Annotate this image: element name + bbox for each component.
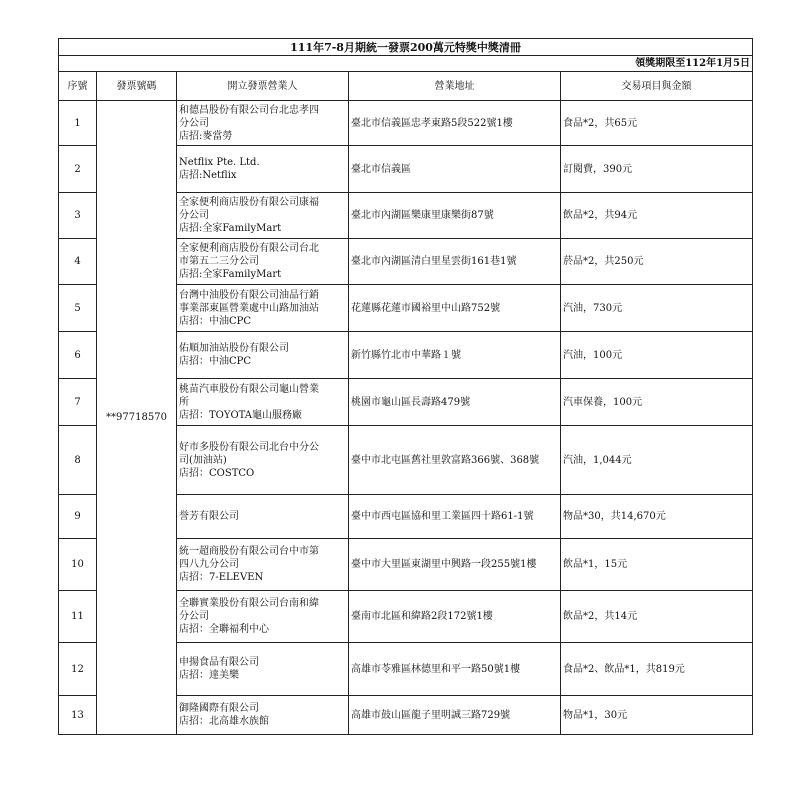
seller-line: 台灣中油股份有限公司油品行銷: [179, 289, 319, 301]
row-address: 臺北市內湖區清白里星雲街161巷1號: [349, 239, 561, 285]
header-seq: 序號: [59, 72, 97, 101]
row-address: 高雄市鼓山區龍子里明誠三路729號: [349, 696, 561, 735]
seller-line: 店招：中油CPC: [179, 356, 252, 367]
row-seller: [177, 643, 349, 696]
seller-line: Netflix Pte. Ltd.: [179, 157, 260, 168]
row-address: 臺北市信義區: [349, 146, 561, 193]
row-seller: [177, 495, 349, 539]
seller-line: 店招：7-ELEVEN: [179, 572, 264, 583]
row-trade: 汽油，1,044元: [561, 426, 753, 495]
seller-line: 店招：全聯福利中心: [179, 624, 269, 635]
header-seller: 開立發票營業人: [177, 72, 349, 101]
seller-line: 申揚食品有限公司: [179, 657, 259, 668]
row-seq: 1: [59, 101, 97, 146]
seller-line: 店招：北高雄水族館: [179, 716, 269, 727]
row-address: 桃園市龜山區長壽路479號: [349, 379, 561, 426]
row-seq: 10: [59, 539, 97, 591]
row-seller: [177, 239, 349, 285]
row-trade: 食品*2，共65元: [561, 101, 753, 146]
seller-line: 分公司: [179, 611, 209, 622]
seller-line: 四八九分公司: [179, 559, 239, 570]
row-seller: [177, 101, 349, 146]
document-title: 111年7-8月期統一發票200萬元特獎中獎清冊: [59, 39, 753, 56]
seller-line: 店招：中油CPC: [179, 315, 252, 327]
seller-line: 好市多股份有限公司北台中分公: [179, 441, 319, 453]
row-trade: 菸品*2，共250元: [561, 239, 753, 285]
table-row: [59, 101, 753, 146]
row-seller: [177, 696, 349, 735]
row-trade: 物品*1，30元: [561, 696, 753, 735]
seller-line: 店招：COSTCO: [179, 467, 255, 479]
row-trade: 食品*2、飲品*1，共819元: [561, 643, 753, 696]
row-address: 臺中市西屯區協和里工業區四十路61-1號: [349, 495, 561, 539]
row-seller: [177, 193, 349, 239]
row-address: 臺中市北屯區舊社里敦富路366號、368號: [349, 426, 561, 495]
row-seq: 11: [59, 591, 97, 643]
seller-line: 店招:麥當勞: [179, 130, 233, 142]
seller-line: 全聯實業股份有限公司台南和緯: [179, 598, 319, 609]
row-seq: 3: [59, 193, 97, 239]
seller-line: 店招:全家FamilyMart: [179, 223, 282, 234]
row-seq: 6: [59, 332, 97, 379]
row-seller: [177, 426, 349, 495]
row-address: 花蓮縣花蓮市國裕里中山路752號: [349, 285, 561, 332]
row-address: 臺北市內湖區樂康里康樂街87號: [349, 193, 561, 239]
seller-line: 店招：TOYOTA龜山服務廠: [179, 409, 303, 421]
row-trade: 訂閱費，390元: [561, 146, 753, 193]
seller-line: 司(加油站): [179, 454, 227, 466]
row-trade: 物品*30，共14,670元: [561, 495, 753, 539]
seller-line: 全家便利商店股份有限公司台北: [179, 243, 319, 254]
row-seller: [177, 332, 349, 379]
seller-line: 店招：達美樂: [179, 670, 239, 681]
row-seq: 4: [59, 239, 97, 285]
seller-line: 和德昌股份有限公司台北忠孝四: [179, 104, 319, 116]
seller-line: 所: [179, 396, 189, 408]
row-seller: [177, 591, 349, 643]
invoice-number: **97718570: [97, 101, 177, 735]
row-trade: 飲品*1，15元: [561, 539, 753, 591]
row-address: 新竹縣竹北市中華路１號: [349, 332, 561, 379]
header-trade: 交易項目與金額: [561, 72, 753, 101]
row-trade: 汽車保養，100元: [561, 379, 753, 426]
seller-line: 店招:全家FamilyMart: [179, 269, 282, 280]
row-seller: [177, 146, 349, 193]
row-seq: 5: [59, 285, 97, 332]
row-address: 臺中市大里區東湖里中興路一段255號1樓: [349, 539, 561, 591]
row-address: 高雄市苓雅區林德里和平一路50號1樓: [349, 643, 561, 696]
row-seq: 8: [59, 426, 97, 495]
seller-line: 全家便利商店股份有限公司康福: [179, 197, 319, 208]
seller-line: 佑順加油站股份有限公司: [179, 343, 289, 354]
winners-table: [58, 38, 753, 735]
seller-line: 桃苗汽車股份有限公司龜山營業: [179, 383, 319, 395]
row-seq: 7: [59, 379, 97, 426]
row-trade: 飲品*2，共14元: [561, 591, 753, 643]
row-trade: 汽油，100元: [561, 332, 753, 379]
seller-line: 事業部東區營業處中山路加油站: [179, 302, 319, 314]
row-seq: 9: [59, 495, 97, 539]
header-address: 營業地址: [349, 72, 561, 101]
seller-line: 分公司: [179, 210, 209, 221]
row-seq: 13: [59, 696, 97, 735]
row-seq: 12: [59, 643, 97, 696]
row-seller: [177, 285, 349, 332]
claim-deadline: 領獎期限至112年1月5日: [59, 56, 753, 72]
row-seq: 2: [59, 146, 97, 193]
seller-line: 誉芳有限公司: [179, 511, 239, 522]
row-seller: [177, 539, 349, 591]
row-trade: 飲品*2，共94元: [561, 193, 753, 239]
row-address: 臺南市北區和緯路2段172號1樓: [349, 591, 561, 643]
header-invoice: 發票號碼: [97, 72, 177, 101]
row-address: 臺北市信義區忠孝東路5段522號1樓: [349, 101, 561, 146]
seller-line: 店招:Netflix: [179, 170, 237, 181]
seller-line: 分公司: [179, 117, 209, 129]
seller-line: 御隆國際有限公司: [179, 703, 259, 714]
row-seller: [177, 379, 349, 426]
row-trade: 汽油，730元: [561, 285, 753, 332]
seller-line: 統一超商股份有限公司台中市第: [179, 546, 319, 557]
seller-line: 市第五二三分公司: [179, 256, 259, 267]
